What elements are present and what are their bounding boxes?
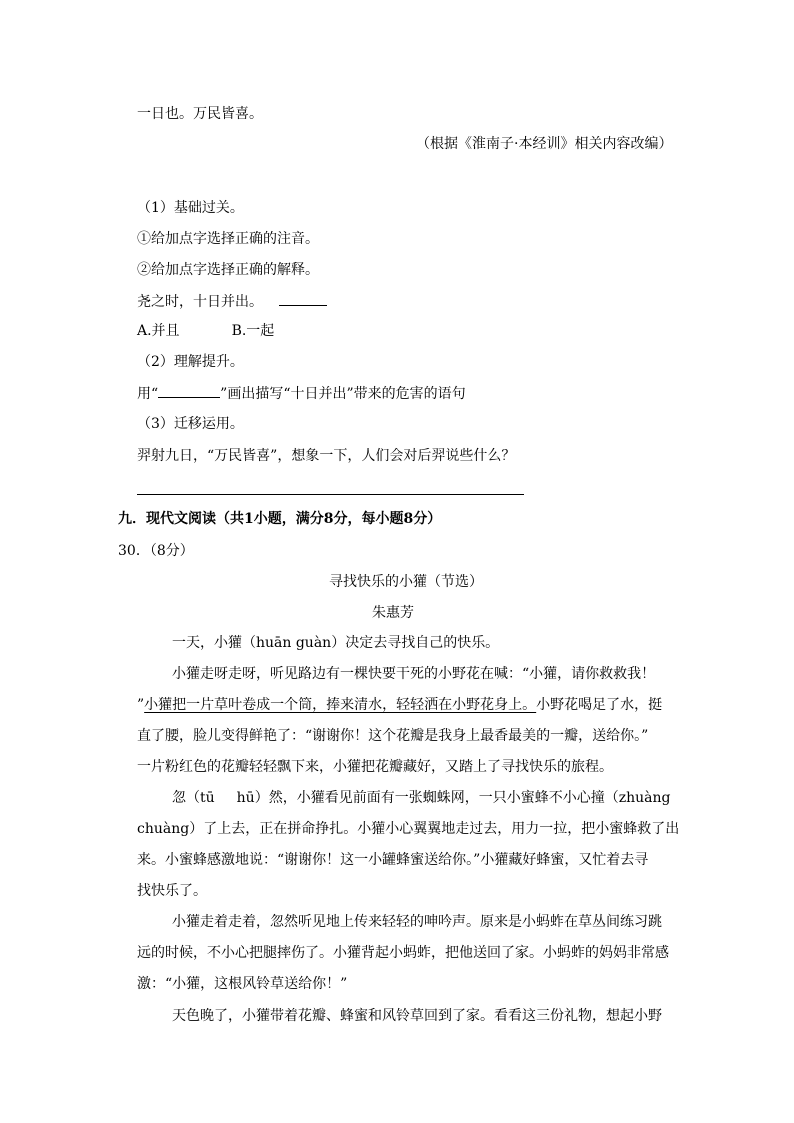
q2-text bbox=[137, 383, 466, 404]
p2-line2-rest: 小野花喝足了水，挺 bbox=[536, 697, 663, 713]
q1-item-1: ①给加点字选择正确的注音。 bbox=[137, 231, 319, 247]
article-title: 寻找快乐的小獾（节选） bbox=[329, 574, 483, 590]
q1-sentence: 尧之时，十日并出。 bbox=[137, 294, 263, 310]
paragraph-4-line-2: 远的时候，不小心把腿摔伤了。小獾背起小蚂蚱，把他送回了家。小蚂蚱的妈妈非常感 bbox=[137, 945, 669, 961]
question-number: 30．（8分） bbox=[118, 543, 194, 559]
source-note: （根据《淮南子·本经训》相关内容改编） bbox=[416, 136, 673, 152]
q1-options bbox=[137, 321, 274, 341]
article-author: 朱惠芳 bbox=[372, 605, 414, 621]
paragraph-2-line-4: 一片粉红色的花瓣轻轻飘下来，小獾把花瓣藏好，又踏上了寻找快乐的旅程。 bbox=[137, 759, 613, 775]
paragraph-1: 一天，小獾（huān guàn）决定去寻找自己的快乐。 bbox=[172, 635, 500, 651]
q1-heading: （1）基础过关。 bbox=[137, 200, 244, 216]
paragraph-2-line-1: 小獾走呀走呀，听见路边有一棵快要干死的小野花在喊：“小獾，请你救救我！ bbox=[172, 666, 656, 682]
paragraph-2-line-2 bbox=[137, 695, 662, 715]
q2-text-before: 用“ bbox=[137, 386, 159, 402]
p3-line1-a: 忽（tū bbox=[172, 790, 215, 806]
q3-question: 羿射九日，“万民皆喜”，想象一下，人们会对后羿说些什么？ bbox=[137, 448, 516, 464]
q2-heading: （2）理解提升。 bbox=[137, 354, 244, 370]
section-heading: 九．现代文阅读（共1小题，满分8分，每小题8分） bbox=[118, 511, 442, 527]
paragraph-3-line-1 bbox=[172, 788, 670, 808]
p3-line1-b: hū）然，小獾看见前面有一张蜘蛛网，一只小蜜蜂不小心撞（zhuàng bbox=[236, 790, 671, 806]
paragraph-5-line-1: 天色晚了，小獾带着花瓣、蜂蜜和风铃草回到了家。看看这三份礼物，想起小野 bbox=[172, 1008, 662, 1024]
paragraph-3-line-4: 找快乐了。 bbox=[137, 883, 207, 899]
q1-option-b: B.一起 bbox=[231, 323, 275, 339]
paragraph-4-line-3: 激：“小獾，这根风铃草送给你！” bbox=[137, 976, 348, 992]
paragraph-4-line-1: 小獾走着走着，忽然听见地上传来轻轻的呻吟声。原来是小蚂蚱在草丛间练习跳 bbox=[172, 914, 662, 930]
q3-heading: （3）迁移运用。 bbox=[137, 416, 244, 432]
q3-answer-line[interactable] bbox=[137, 494, 524, 495]
paragraph-2-line-3: 直了腰，脸儿变得鲜艳了：“谢谢你！这个花瓣是我身上最香最美的一瓣，送给你。” bbox=[137, 728, 649, 744]
p2-quote-close: ” bbox=[137, 697, 145, 713]
paragraph-3-line-3: 来。小蜜蜂感激地说：“谢谢你！这一小罐蜂蜜送给你。”小獾藏好蜂蜜，又忙着去寻 bbox=[137, 852, 649, 868]
q1-option-a: A.并且 bbox=[137, 323, 180, 339]
paragraph-3-line-2: chuàng）了上去，正在拼命挣扎。小獾小心翼翼地走过去，用力一拉，把小蜜蜂救了出 bbox=[137, 821, 680, 837]
underlined-sentence: 小獾把一片草叶卷成一个筒，捧来清水，轻轻洒在小野花身上。 bbox=[144, 697, 537, 713]
q2-mark-blank[interactable] bbox=[158, 383, 220, 398]
q1-item-2: ②给加点字选择正确的解释。 bbox=[137, 262, 319, 278]
q1-sentence-line bbox=[137, 291, 327, 312]
passage-end: 一日也。万民皆喜。 bbox=[137, 106, 263, 122]
q1-answer-blank[interactable] bbox=[279, 291, 327, 306]
q2-text-after: ”画出描写“十日并出”带来的危害的语句 bbox=[220, 386, 466, 402]
